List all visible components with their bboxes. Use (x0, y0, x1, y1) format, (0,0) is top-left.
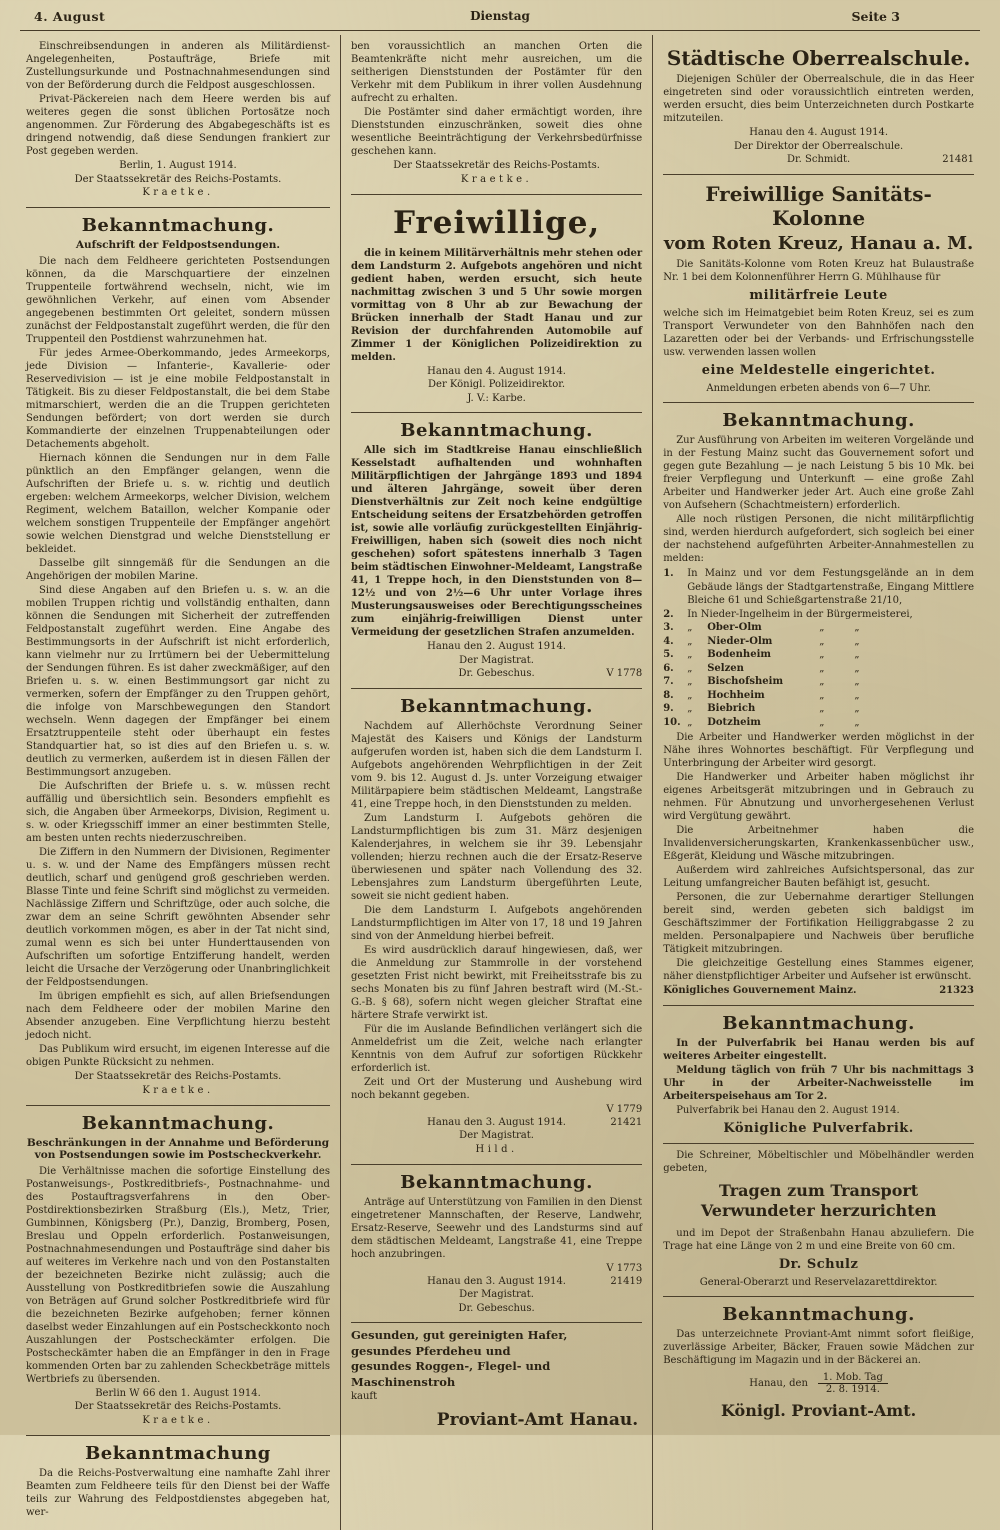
ref-number: 21323 (939, 985, 975, 996)
paragraph: die in keinem Militärverhältnis mehr stehen oder dem Landsturm 2. Aufgebots angehören und nicht gedient haben, werden ersucht, sich heute nachmittag zwischen 3 und 5 Uhr sowie morgen vormittag von 8 Uhr ab zur Bewachung der Brücken innerhalb der Stadt Hanau und zur Revision der durchfahrenden Automobile auf Zimmer 1 der Königlichen Polizeidirektion zu melden. (350, 247, 643, 363)
ditto-marks: „ „ (819, 649, 860, 660)
ref-number: V 1773 (606, 1262, 643, 1274)
list-text: In Nieder-Ingelheim in der Bürgermeisterei, (687, 608, 913, 620)
emphasis-line: Dr. Schulz (778, 1256, 859, 1272)
ditto-marks: „ „ (819, 689, 860, 701)
text-line: gesundes Pferdeheu und (350, 1343, 511, 1358)
section-subheading: Beschränkungen in der Annahme und Beförderung von Postsendungen sowie im Postscheckverkehr. (26, 1136, 330, 1161)
section-divider (351, 1164, 642, 1165)
signature-row (351, 1116, 642, 1130)
list-number: 9. (663, 703, 674, 714)
list-item (663, 662, 974, 676)
paragraph: Die dem Landsturm I. Aufgebots angehörenden Landsturmpflichtigen im Alter von 17, 18 und 19 Jahren sind von der Anmeldung hierbei befreit. (350, 904, 643, 942)
section-heading: Bekanntmachung. (81, 1112, 275, 1134)
place-name: Ober-Olm (707, 622, 762, 633)
paragraph: Für jedes Armee-Oberkommando, jedes Armeekorps, jede Division — Infanterie-, Kavallerie- oder Reservedivision — ist je eine mobile Feldpostanstalt in Tätigkeit. Bis zu dieser Feldpostanstalt, die bei dem Stabe mitmarschiert, werden die an die Truppen gerichteten Sendungen befördert; von dort werden sie durch Kommandierte der einzelnen Truppenabteilungen oder Detachements abgeholt. (26, 348, 330, 450)
page-header (20, 6, 980, 31)
section-divider (663, 1143, 974, 1144)
signature-name: Kraetke. (142, 1084, 214, 1096)
display-heading: vom Roten Kreuz, Hanau a. M. (663, 232, 974, 254)
list-item (663, 567, 974, 608)
numbered-list (663, 567, 974, 729)
signature-text: Dr. Schmidt. (786, 154, 851, 165)
display-heading: Tragen zum Transport Verwundeter herzurichten (700, 1180, 937, 1220)
paragraph: Pulverfabrik bei Hanau den 2. August 1914. (676, 1104, 900, 1116)
section-heading: Bekanntmachung (85, 1442, 271, 1464)
list-item (663, 621, 974, 635)
paragraph: Nachdem auf Allerhöchste Verordnung Seiner Majestät des Kaisers und Königs der Landsturm aufgerufen worden ist, haben sich die dem Landsturm I. Aufgebots angehörenden Wehrpflichtigen in der Zeit vom 9. bis 12. August d. Js. unter Vorzeigung etwaiger Militärpapiere beim städtischen Meldeamt, Langstraße 41, eine Treppe hoch, in den Dienststunden zu melden. (350, 720, 643, 810)
section-divider (351, 412, 642, 413)
paragraph: Die Arbeitnehmer haben die Invalidenversicherungskarten, Krankenkassenbücher usw., Eßgerät, Kleidung und Wäsche mitzubringen. (663, 825, 975, 862)
section-heading: Bekanntmachung. (722, 1304, 915, 1325)
list-number: 6. (663, 662, 674, 674)
paragraph: Personen, die zur Uebernahme derartiger Stellungen bereit sind, werden gebeten sich baldigst im Geschäftszimmer der Fortifikation Heiliggrabgasse 2 zu melden. Personalpapiere und Nachweis über berufliche Tätigkeit mitzubringen. (663, 892, 975, 955)
paragraph: Im übrigen empfiehlt es sich, auf allen Briefsendungen nach dem Feldheere oder der mobilen Marine den Absender anzugeben. Eine Verpflichtung hierzu besteht jedoch nicht. (26, 991, 330, 1041)
paragraph: Die Schreiner, Möbeltischler und Möbelhändler werden gebeten, (663, 1149, 975, 1174)
emphasis-line: eine Meldestelle eingerichtet. (701, 362, 936, 378)
section-heading: Bekanntmachung. (400, 695, 593, 717)
text-line: Der Magistrat. (459, 1289, 534, 1300)
list-number: 10. (663, 716, 681, 728)
ditto-mark: „ (687, 676, 693, 687)
ditto-marks: „ „ (819, 635, 860, 647)
list-item (663, 689, 974, 703)
signature-name: Kraetke. (460, 173, 533, 185)
text-line: Der Staatssekretär des Reichs-Postamts. (393, 160, 600, 171)
display-heading: Königl. Proviant-Amt. (721, 1401, 917, 1420)
paragraph: Außerdem wird zahlreiches Aufsichtspersonal, das zur Leitung umfangreicher Bauten befähigt ist, gesucht. (663, 865, 975, 889)
text-line: Der Magistrat. (459, 1130, 534, 1141)
list-text: In Mainz und vor dem Festungsgelände an in dem Gebäude längs der Stadtgartenstraße, Eingang Mittlere Bleiche 61 und Schießgartenstraße 21/10, (687, 568, 975, 606)
list-item (663, 702, 974, 716)
text-line: J. V.: Karbe. (467, 392, 526, 404)
section-heading: Bekanntmachung. (400, 1171, 593, 1193)
paragraph: Meldung täglich von früh 7 Uhr bis nachmittags 3 Uhr in der Arbeiter-Nachweisstelle im Arbeiterspeisehaus am Tor 2. (663, 1064, 975, 1102)
paragraph: Die Ziffern in den Nummern der Divisionen, Regimenter u. s. w. und der Name des Empfängers müssen recht deutlich, scharf und genügend groß geschrieben werden. Blasse Tinte und feine Schrift sind möglichst zu vermeiden. Nachlässige Ziffern und Schriftzüge, oder auch solche, die zwar dem an seine Schrift gewöhnten Absender sehr deutlich vorkommen mögen, es aber in der Tat nicht sind, zumal wenn es sich bei unter Hunderttausenden von Aufschriften um sofortige Entzifferung handelt, werden leicht die Ursache der Verzögerung oder Unanbringlichkeit der Feldpostsendungen. (26, 847, 330, 988)
emphasis-line: militärfreie Leute (749, 287, 888, 303)
section-divider (351, 688, 642, 689)
ref-number: 21419 (610, 1275, 643, 1287)
section-divider (663, 1005, 974, 1006)
text-line: Gesunden, gut gereinigten Hafer, (350, 1328, 568, 1342)
paragraph: Die Sanitäts-Kolonne vom Roten Kreuz hat Bulaustraße Nr. 1 bei dem Kolonnenführer Herrn G. Mühlhause für (663, 258, 975, 283)
text-line: Anmeldungen erbeten abends von 6—7 Uhr. (706, 382, 931, 394)
paragraph: Die Verhältnisse machen die sofortige Einstellung des Postanweisungs-, Postkreditbriefs-, Postnachnahme- und des Postauftragsverfahrens in den Ober-Postdirektionsbezirken Straßburg (Els.), Metz, Trier, Gumbinnen, Königsberg (Pr.), Danzig, Bromberg, Posen, Breslau und Oppeln erforderlich. Postanweisungen, Postnachnahmesendungen und Postaufträge sind daher bis auf weiteres im Verkehre nach und von den Postanstalten der bezeichneten Bezirke nicht zulässig; auch die Ausstellung von Postkreditbriefen sowie die Auszahlung von Beträgen auf Grund solcher Postkreditbriefe wird für die bezeichneten Bezirke aufgehoben; ferner können daselbst weder Einzahlungen auf ein Postscheckkonto noch Auszahlungen der Postscheckämter erfolgen. Die Postscheckämter haben die an Empfänger in den in Frage kommenden Orten bar zu zahlenden Scheckbeträge mittels Wertbriefs zu übersenden. (26, 1165, 330, 1385)
paragraph: Alle noch rüstigen Personen, die nicht militärpflichtig sind, werden hierdurch aufgefordert, sich sogleich bei einer der nachstehend aufgeführten Arbeiter-Annahmestellen zu melden: (663, 514, 975, 564)
list-number: 1. (663, 568, 674, 579)
list-number: 2. (663, 608, 674, 620)
column-2 (340, 35, 652, 1530)
paragraph: Zeit und Ort der Musterung und Aushebung wird noch bekannt gegeben. (350, 1076, 643, 1101)
text-line: Hanau den 4. August 1914. (749, 127, 889, 138)
signature-text: Hanau den 3. August 1914. (427, 1116, 566, 1128)
text-line: Dr. Gebeschus. (458, 1302, 535, 1314)
ditto-marks: „ „ (819, 676, 860, 687)
section-heading: Bekanntmachung. (400, 420, 593, 441)
dateline-bottom: 2. 8. 1914. (825, 1384, 880, 1395)
text-line: Der Staatssekretär des Reichs-Postamts. (74, 1071, 282, 1082)
paragraph: Privat-Päckereien nach dem Heere werden bis auf weiteres gegen die sonst üblichen Portosätze noch angenommen. Zur Förderung des Abgabegeschäfts ist es dringend notwendig, daß diese Sendungen frankiert zur Post gegeben werden. (26, 94, 330, 157)
section-divider (663, 402, 974, 403)
page-number: Seite 3 (851, 9, 900, 24)
text-line: Hanau den 2. August 1914. (427, 641, 566, 652)
section-heading: Bekanntmachung. (722, 410, 915, 431)
ditto-mark: „ (687, 703, 693, 714)
ditto-marks: „ „ (819, 662, 860, 674)
signature-row (351, 667, 642, 681)
signature-text: Hanau den 3. August 1914. (427, 1275, 566, 1287)
list-item (663, 648, 974, 662)
paragraph: Dasselbe gilt sinngemäß für die Sendungen an die Angehörigen der mobilen Marine. (26, 558, 330, 582)
list-number: 5. (663, 649, 674, 660)
ref-number: 21421 (610, 1116, 643, 1128)
dateline-text: Hanau, den (749, 1378, 808, 1389)
paragraph: Sind diese Angaben auf den Briefen u. s. w. an die mobilen Truppen richtig und vollständig enthalten, dann können die Sendungen mit Sicherheit der zutreffenden Feldpostanstalt zugeführt werden. Eine Angabe des Bestimmungsorts in der Aufschrift ist nicht erforderlich, kann vielmehr nur zu Irrtümern bei der Uebermittelung der Sendungen führen. Es ist daher zweckmäßiger, auf den Briefen u. s. w. einen Bestimmungsort gar nicht zu vermerken, sofern der Empfänger zu den Truppen gehört, die infolge von Marschbewegungen den Standort wechseln. Wenn dagegen der Empfänger bei einem Ersatztruppenteile steht oder überhaupt ein festes Standquartier hat, so ist dies auf den Briefen u. s. w. deutlich zu vermerken, außerdem ist in diesen Fällen der Bestimmungsort anzugeben. (26, 585, 330, 778)
section-divider (351, 194, 642, 195)
place-name: Dotzheim (707, 716, 761, 728)
place-name: Bischofsheim (707, 676, 784, 687)
list-number: 7. (663, 676, 674, 687)
signature-text: Dr. Gebeschus. (458, 668, 535, 679)
ditto-mark: „ (687, 662, 693, 674)
paragraph: Die Handwerker und Arbeiter haben möglichst ihr eigenes Arbeitsgerät mitzubringen und in Gebrauch zu nehmen. Für Abnutzung und unvorhergesehenen Verlust wird Vergütung gewährt. (663, 772, 975, 822)
place-name: Bodenheim (707, 649, 771, 660)
section-divider (26, 1105, 330, 1106)
emphasis-line: Königliche Pulverfabrik. (723, 1120, 914, 1136)
ditto-marks: „ „ (819, 622, 860, 633)
ditto-mark: „ (687, 622, 693, 633)
paragraph: welche sich im Heimatgebiet beim Roten Kreuz, sei es zum Transport Verwundeter von den Bahnhöfen nach den Lazaretten oder bei der Verbands- und Erfrischungsstelle usw. verwenden lassen wollen (663, 307, 975, 358)
paragraph: Alle sich im Stadtkreise Hanau einschließlich Kesselstadt aufhaltenden und wohnhaften Militärpflichtigen der Jahrgänge 1893 und 1894 und älteren Jahrgänge, soweit über deren Dienstverhältnis zur Zeit noch keine endgültige Entscheidung seitens der Ersatzbehörden getroffen ist, sowie alle vorläufig zurückgestellten Einjährig-Freiwilligen, haben sich (soweit dies noch nicht geschehen) sofort spätestens innerhalb 3 Tagen beim städtischen Einwohner-Meldeamt, Langstraße 41, 1 Treppe hoch, in den Dienststunden von 8—12½ und von 2½—6 Uhr unter Vorlage ihres Musterungsausweises oder Berechtigungsscheines zum einjährig-freiwilligen Dienst unter Vermeidung der gesetzlichen Strafen anzumelden. (350, 445, 643, 638)
display-heading: Städtische Oberrealschule. (666, 46, 971, 70)
ref-number: 21481 (942, 154, 975, 165)
ditto-mark: „ (687, 689, 693, 701)
paragraph: In der Pulverfabrik bei Hanau werden bis auf weiteres Arbeiter eingestellt. (663, 1037, 975, 1062)
text-line: Der Magistrat. (459, 654, 534, 666)
text-line: Berlin, 1. August 1914. (119, 160, 237, 171)
section-divider (351, 1322, 642, 1323)
dateline-top: 1. Mob. Tag (818, 1372, 888, 1384)
ref-number: V 1778 (606, 668, 643, 679)
list-number: 4. (663, 635, 674, 647)
text-line: Berlin W 66 den 1. August 1914. (95, 1387, 261, 1399)
section-subheading: Aufschrift der Feldpostsendungen. (75, 239, 281, 251)
signature-name: Kraetke. (142, 1414, 214, 1426)
paragraph: Diejenigen Schüler der Oberrealschule, die in das Heer eingetreten sind oder voraussichtlich eintreten werden, werden ersucht, dies beim Unterzeichneten durch Postkarte mitzuteilen. (663, 74, 975, 124)
signature-name: Hild. (475, 1143, 518, 1155)
signature-name: Kraetke. (142, 187, 214, 198)
text-line: Der Direktor der Oberrealschule. (733, 140, 904, 152)
paragraph: Das unterzeichnete Proviant-Amt nimmt sofort fleißige, zuverlässige Arbeiter, Bäcker, Frauen sowie Mädchen zur Beschäftigung im Magazin und in der Bäckerei an. (663, 1329, 975, 1366)
columns-container (16, 35, 984, 1530)
text-line: General-Oberarzt und Reservelazarettdirektor. (699, 1276, 938, 1288)
dateline (663, 1372, 974, 1395)
text-line: Der Staatssekretär des Reichs-Postamts. (74, 173, 282, 185)
paragraph: Zum Landsturm I. Aufgebots gehören die Landsturmpflichtigen bis zum 31. März desjenigen Kalenderjahres, in welchem sie ihr 39. Lebensjahr vollenden; hierzu rechnen auch die der Ersatz-Reserve überwiesenen und später nach Vollendung des 32. Lebensjahres zum Landsturm übergeführten Leute, soweit sie nicht gedient haben. (350, 812, 643, 902)
section-divider (663, 174, 974, 175)
ditto-mark: „ (687, 635, 693, 647)
ditto-marks: „ „ (819, 703, 860, 714)
section-heading: Bekanntmachung. (722, 1012, 915, 1034)
place-name: Selzen (707, 662, 744, 674)
paragraph: Die Aufschriften der Briefe u. s. w. müssen recht auffällig und übersichtlich sein. Besonders empfiehlt es sich, die Angaben über Armeekorps, Division, Regiment u. s. w. oder Kriegsschiff immer an einer bestimmten Stelle, am besten unten rechts niederzuschreiben. (26, 781, 330, 844)
section-divider (663, 1296, 974, 1297)
paragraph: Da die Reichs-Postverwaltung eine namhafte Zahl ihrer Beamten zum Feldheere teils für den Dienst bei der Waffe teils zur Wahrung des Feldpostdienstes abgegeben hat, wer- (26, 1467, 330, 1518)
list-number: 3. (663, 622, 674, 633)
paragraph: Es wird ausdrücklich darauf hingewiesen, daß, wer die Anmeldung zur Stammrolle in der vorstehend gesetzten Frist nicht bewirkt, mit Freiheitsstrafe bis zu sechs Monaten bis zu fünf Jahren bestraft wird (M.-St.-G.-B. § 68), sofern nicht wegen gleicher Straftat eine härtere Strafe verwirkt ist. (350, 944, 643, 1021)
text-line: gesundes Roggen-, Flegel- und Maschinenstroh (350, 1359, 551, 1389)
signature-row (663, 153, 974, 167)
ditto-mark: „ (687, 716, 693, 728)
column-3 (652, 35, 984, 1530)
paragraph: Hiernach können die Sendungen nur in dem Falle pünktlich an den Empfänger gelangen, wenn die Aufschriften der Briefe u. s. w. richtig und deutlich ergeben: welchem Armeekorps, welcher Division, welchem Regiment, welchem Bataillon, welcher Kompanie oder welchem sonstigen Truppenteile der Empfänger angehört sowie welchen Dienstgrad und welche Dienststellung er bekleidet. (26, 453, 330, 555)
ref-number: V 1779 (606, 1103, 643, 1115)
text-line: Der Staatssekretär des Reichs-Postamts. (74, 1401, 282, 1412)
place-name: Hochheim (707, 689, 765, 701)
list-item (663, 608, 974, 622)
page-date: 4. August (34, 9, 106, 24)
text-line: Der Königl. Polizeidirektor. (428, 379, 566, 390)
place-name: Nieder-Olm (707, 635, 773, 647)
place-name: Biebrich (707, 703, 756, 714)
paragraph: Die nach dem Feldheere gerichteten Postsendungen können, da die Marschquartiere der einzelnen Truppenteile fortwährend wechseln, nicht, wie im gewöhnlichen Verkehr, auf einen vom Absender angegebenen bestimmten Ort geleitet, sondern müssen zunächst der Feldpostanstalt zugeführt werden, die für den Truppenteil den Postdienst wahrzunehmen hat. (26, 256, 330, 345)
display-heading: Freiwillige, (392, 204, 601, 241)
list-item (663, 716, 974, 730)
paragraph: Die Postämter sind daher ermächtigt worden, ihre Dienststunden einzuschränken, soweit dies ohne wesentliche Beeinträchtigung der Verkehrsbedürfnisse geschehen kann. (350, 107, 643, 157)
ditto-marks: „ „ (819, 716, 860, 728)
signature-text: Königliches Gouvernement Mainz. (663, 985, 857, 996)
display-heading: Proviant-Amt Hanau. (436, 1409, 639, 1430)
paragraph: und im Depot der Straßenbahn Hanau abzuliefern. Die Trage hat eine Länge von 2 m und eine Breite von 60 cm. (663, 1227, 975, 1252)
dateline-stack (818, 1372, 888, 1395)
list-item (663, 675, 974, 689)
paragraph: Einschreibsendungen in anderen als Militärdienst-Angelegenheiten, Postaufträge, Briefe mit Zustellungsurkunde und Postnachnahmesendungen sind von der Beförderung durch die Feldpost ausgeschlossen. (26, 41, 330, 91)
column-1 (16, 35, 340, 1530)
section-divider (26, 207, 330, 208)
paragraph: Die Arbeiter und Handwerker werden möglichst in der Nähe ihres Wohnortes beschäftigt. Für Verpflegung und Unterbringung der Arbeiter wird gesorgt. (663, 732, 975, 769)
paragraph: ben voraussichtlich an manchen Orten die Beamtenkräfte nicht mehr ausreichen, um die seitherigen Dienststunden der Postämter für den Verkehr mit dem Publikum in ihrer vollen Ausdehnung aufrecht zu erhalten. (350, 41, 643, 104)
paragraph: Das Publikum wird ersucht, im eigenen Interesse auf die obigen Punkte Rücksicht zu nehmen. (26, 1044, 330, 1068)
day-label: Dienstag (470, 9, 530, 23)
paragraph: Anträge auf Unterstützung von Familien in den Dienst eingetretener Mannschaften, der Reserve, Landwehr, Ersatz-Reserve, Seewehr und des Landsturms sind auf dem städtischen Meldeamt, Langstraße 41, eine Treppe hoch anzubringen. (350, 1196, 643, 1260)
section-heading: Bekanntmachung. (81, 215, 275, 236)
list-number: 8. (663, 689, 674, 701)
list-item (663, 635, 974, 649)
signature-row (351, 1275, 642, 1289)
text-line: kauft (350, 1391, 378, 1403)
display-heading: Freiwillige Sanitäts-Kolonne (705, 181, 932, 230)
signature-row (663, 984, 974, 998)
paragraph: Zur Ausführung von Arbeiten im weiteren Vorgelände und in der Festung Mainz sucht das Gouvernement sofort und gegen gute Bezahlung — je nach Leistung 5 bis 10 Mk. bei freier Verpflegung und Unterkunft — eine große Zahl Arbeiter und Handwerker jeder Art. Auch eine große Zahl von Aufsehern (Schachtmeistern) erforderlich. (663, 435, 975, 511)
text-line: Hanau den 4. August 1914. (427, 365, 566, 377)
paragraph: Die gleichzeitige Gestellung eines Stammes eigener, näher dienstpflichtiger Arbeiter und Aufseher ist erwünscht. (663, 958, 975, 982)
paragraph: Für die im Auslande Befindlichen verlängert sich die Anmeldefrist um die Zeit, welche nach erlangter Kenntnis von dem Aufruf zur sofortigen Rückkehr erforderlich ist. (350, 1023, 643, 1074)
ditto-mark: „ (687, 649, 693, 660)
